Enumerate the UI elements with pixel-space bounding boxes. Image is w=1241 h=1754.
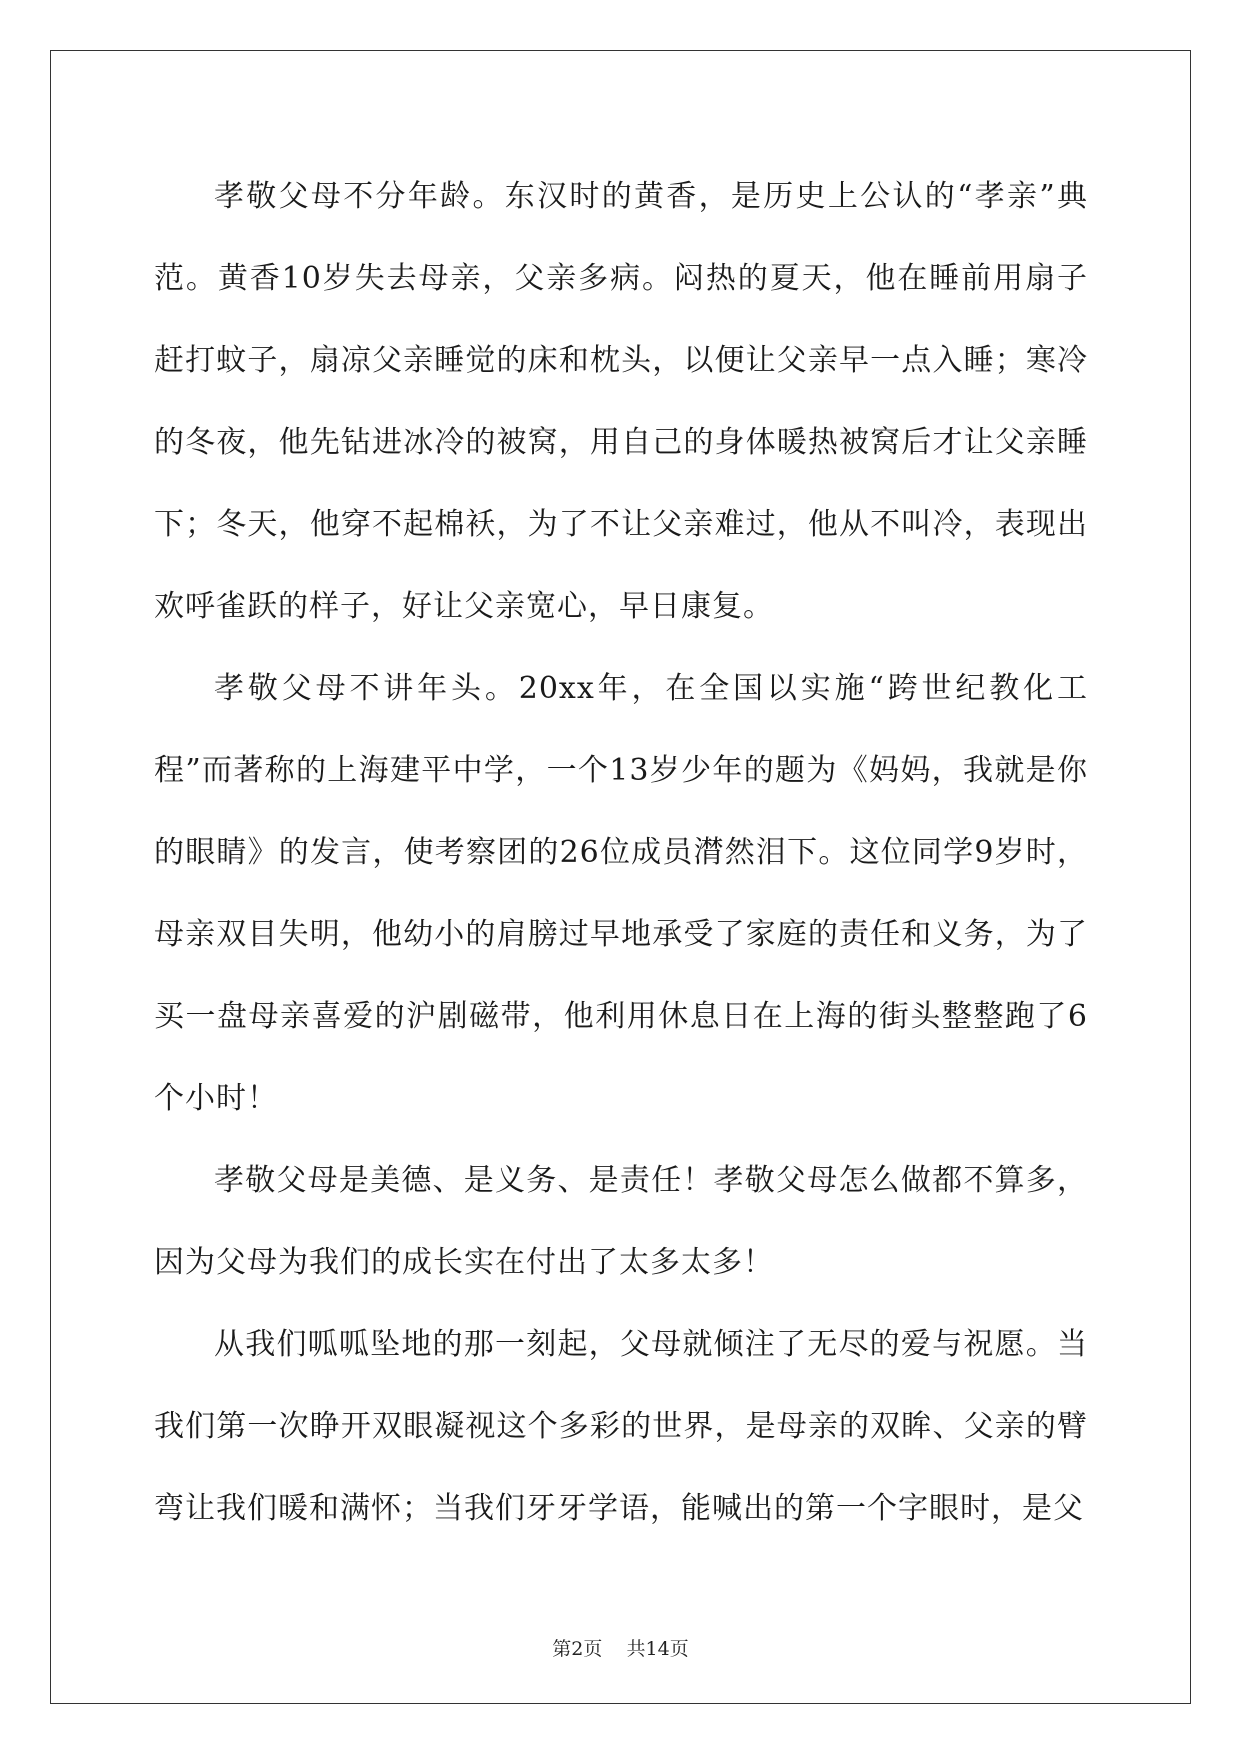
paragraph-birth: 从我们呱呱坠地的那一刻起，父母就倾注了无尽的爱与祝愿。当我们第一次睁开双眼凝视这个多彩的世界，是母亲的双眸、父亲的臂弯让我们暖和满怀；当我们牙牙学语，能喊出的第一个字眼时，是父 bbox=[154, 1327, 1088, 1526]
document-body bbox=[154, 156, 1088, 1550]
paragraph-virtue: 孝敬父母是美德、是义务、是责任！孝敬父母怎么做都不算多，因为父母为我们的成长实在付出了太多太多！ bbox=[154, 1163, 1088, 1280]
paragraph-jianping: 孝敬父母不讲年头。20xx年，在全国以实施“跨世纪教化工程”而著称的上海建平中学，一个13岁少年的题为《妈妈，我就是你的眼睛》的发言，使考察团的26位成员潸然泪下。这位同学9岁时，母亲双目失明，他幼小的肩膀过早地承受了家庭的责任和义务，为了买一盘母亲喜爱的沪剧磁带，他利用休息日在上海的街头整整跑了6个小时！ bbox=[154, 671, 1088, 1116]
page-footer bbox=[0, 1634, 1241, 1661]
page-total: 共14页 bbox=[626, 1638, 689, 1660]
paragraph-huangxiang: 孝敬父母不分年龄。东汉时的黄香，是历史上公认的“孝亲”典范。黄香10岁失去母亲，父亲多病。闷热的夏天，他在睡前用扇子赶打蚊子，扇凉父亲睡觉的床和枕头，以便让父亲早一点入睡；寒冷的冬夜，他先钻进冰冷的被窝，用自己的身体暖热被窝后才让父亲睡下；冬天，他穿不起棉袄，为了不让父亲难过，他从不叫冷，表现出欢呼雀跃的样子，好让父亲宽心，早日康复。 bbox=[154, 179, 1088, 624]
page-number: 第2页 bbox=[552, 1638, 603, 1660]
